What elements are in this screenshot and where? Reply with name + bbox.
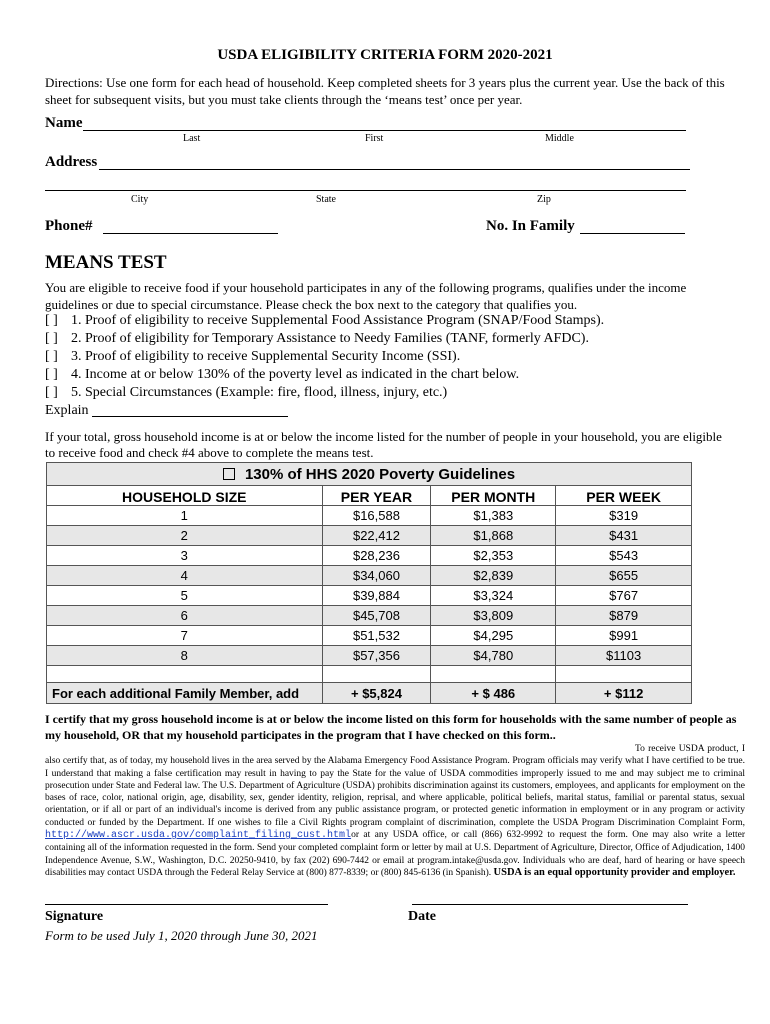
option-3-checkbox[interactable]: [ ]	[45, 349, 58, 364]
certification-statement: I certify that my gross household income is at or below the income listed on this form for households with the same number of people as my household, OR that my household participates in the program that I have checked on this form..	[45, 712, 737, 742]
equal-opportunity-statement: USDA is an equal opportunity provider and employer.	[493, 866, 736, 878]
address-sub-zip: Zip	[537, 194, 551, 205]
option-2[interactable]: [ ] 2. Proof of eligibility for Temporary Assistance to Needy Families (TANF, formerly AFDC).	[45, 331, 589, 346]
directions-text: Directions: Use one form for each head of household. Keep completed sheets for 3 years plus the current year. Use the back of this sheet for subsequent visits, but you must take clients through the ‘means test’ once per year.	[45, 75, 725, 107]
col-header: PER YEAR	[322, 486, 431, 506]
option-4[interactable]: [ ] 4. Income at or below 130% of the poverty level as indicated in the chart below.	[45, 367, 520, 382]
phone-field[interactable]	[103, 233, 278, 234]
table-row: 5 $39,884 $3,324 $767	[47, 586, 692, 606]
means-test-intro: You are eligible to receive food if your household participates in any of the following programs, qualifies under the income guidelines or due to special circumstance. Please check the box next to the category that qualifies you.	[45, 280, 687, 312]
phone-label: Phone#	[45, 218, 93, 234]
name-sub-last: Last	[183, 133, 201, 144]
complaint-form-link[interactable]: http://www.ascr.usda.gov/complaint_filing_cust.html	[45, 830, 352, 842]
table-title-cell	[47, 463, 692, 486]
table-row: 7 $51,532 $4,295 $991	[47, 626, 692, 646]
table-row: 3 $28,236 $2,353 $543	[47, 546, 692, 566]
date-field[interactable]	[412, 904, 688, 905]
city-state-zip-field[interactable]	[45, 190, 686, 191]
income-note: If your total, gross household income is at or below the income listed for the number of people in your household, you are eligible to receive food and check #4 above to complete the means test.	[45, 429, 722, 460]
option-3[interactable]: [ ] 3. Proof of eligibility to receive Supplemental Security Income (SSI).	[45, 349, 461, 364]
name-field[interactable]	[83, 130, 686, 131]
option-4-checkbox[interactable]: [ ]	[45, 367, 58, 382]
legal-text	[45, 743, 745, 879]
option-1[interactable]: [ ] 1. Proof of eligibility to receive Supplemental Food Assistance Program (SNAP/Food Stamps).	[45, 313, 605, 328]
table-row: 8 $57,356 $4,780 $1103	[47, 646, 692, 666]
name-sub-middle: Middle	[545, 133, 574, 144]
legal-part-2: or at any USDA office, or call (866) 632-9992 to request the form. One may also write a letter containing all of the information requested in the form. Send your completed complaint form or letter by mail at U.S. Department of Agriculture, Director, Office of Adjudication, 1400 Independence Avenue, S.W., Washington, D.C. 20250-9410, by fax (202) 690-7442 or email at program.intake@usda.gov. Individuals who are deaf, hard of hearing or have speech disabilities may contact USDA through the Federal Relay Service at (800) 877-8339; or (800) 845-6136 (in Spanish).	[45, 830, 745, 878]
family-field[interactable]	[580, 233, 685, 234]
table-row: 2 $22,412 $1,868 $431	[47, 526, 692, 546]
date-label: Date	[408, 909, 436, 924]
table-checkbox[interactable]	[223, 468, 235, 480]
table-footer-row: For each additional Family Member, add + $5,824 + $ 486 + $112	[47, 683, 692, 704]
poverty-guidelines-table	[46, 462, 692, 704]
family-label: No. In Family	[486, 218, 575, 234]
option-1-checkbox[interactable]: [ ]	[45, 313, 58, 328]
address-field[interactable]	[99, 169, 690, 170]
signature-field[interactable]	[45, 904, 328, 905]
address-sub-city: City	[131, 194, 149, 205]
option-2-checkbox[interactable]: [ ]	[45, 331, 58, 346]
col-header: HOUSEHOLD SIZE	[47, 486, 323, 506]
table-row: 4 $34,060 $2,839 $655	[47, 566, 692, 586]
form-title: USDA ELIGIBILITY CRITERIA FORM 2020-2021	[217, 47, 553, 63]
col-header: PER MONTH	[431, 486, 556, 506]
signature-label: Signature	[45, 909, 104, 924]
explain-field[interactable]	[92, 416, 288, 417]
means-test-heading: MEANS TEST	[45, 252, 167, 273]
form-validity-note: Form to be used July 1, 2020 through June 30, 2021	[45, 928, 318, 943]
option-5-checkbox[interactable]: [ ]	[45, 385, 58, 400]
table-row: 6 $45,708 $3,809 $879	[47, 606, 692, 626]
address-sub-state: State	[316, 194, 336, 205]
col-header: PER WEEK	[556, 486, 692, 506]
table-row: 1 $16,588 $1,383 $319	[47, 506, 692, 526]
table-spacer-row	[47, 666, 692, 683]
name-sub-first: First	[365, 133, 384, 144]
legal-part-1: To receive USDA product, I also certify that, as of today, my household lives in the area served by the Alabama Emergency Food Assistance Program. Program officials may verify what I have certified to be true. I understand that making a false certification may result in having to pay the State for the value of USDA commodities improperly issued to me and may subject me to criminal prosecution under State and Federal law. The U.S. Department of Agriculture (USDA) prohibits discrimination against its customers, employees, and applicants for employment on the bases of race, color, national origin, age, disability, sex, gender identity, religion, reprisal, and where applicable, political beliefs, marital status, familial or parental status, sexual orientation, or if all or part of an individual's income is derived from any public assistance program, or protected genetic information in employment or in any program or activity conducted or funded by the Department. If one wishes to file a Civil Rights program complaint of discrimination, complete the USDA Program Discrimination Complaint Form,	[45, 744, 745, 828]
address-label: Address	[45, 154, 98, 170]
explain-label: Explain	[45, 403, 89, 418]
option-5[interactable]: [ ] 5. Special Circumstances (Example: fire, flood, illness, injury, etc.)	[45, 385, 448, 400]
name-label: Name	[45, 115, 83, 131]
table-title: 130% of HHS 2020 Poverty Guidelines	[244, 465, 516, 483]
